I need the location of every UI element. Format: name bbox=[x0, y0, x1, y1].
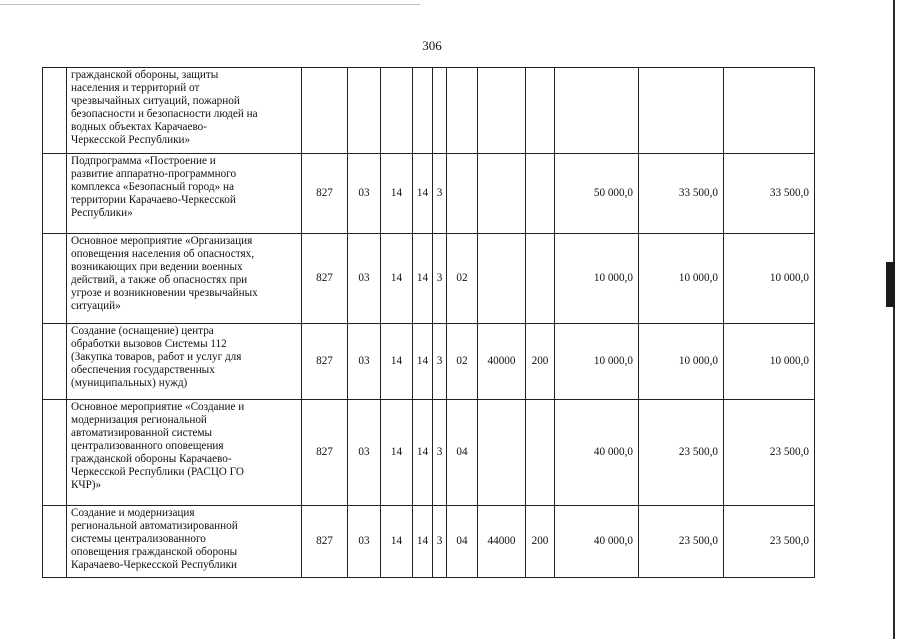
index-cell bbox=[43, 154, 67, 234]
section-cell: 03 bbox=[348, 506, 381, 578]
amount-year-1-cell bbox=[555, 68, 639, 154]
amount-year-3-cell: 23 500,0 bbox=[724, 506, 815, 578]
amount-year-3-cell: 10 000,0 bbox=[724, 324, 815, 400]
subprogram-cell: 3 bbox=[433, 506, 447, 578]
subprogram-cell: 3 bbox=[433, 324, 447, 400]
amount-year-1-cell: 40 000,0 bbox=[555, 506, 639, 578]
program-cell: 14 bbox=[413, 234, 433, 324]
expense-type-cell: 200 bbox=[526, 324, 555, 400]
amount-year-3-cell: 33 500,0 bbox=[724, 154, 815, 234]
subprogram-cell: 3 bbox=[433, 234, 447, 324]
amount-year-2-cell: 10 000,0 bbox=[639, 234, 724, 324]
description-cell: Создание и модернизация региональной автоматизированной системы централизованного оповещения гражданской обороны Карачаево-Черкесской Республики bbox=[67, 506, 302, 578]
program-cell: 14 bbox=[413, 506, 433, 578]
budget-table bbox=[42, 67, 815, 578]
subsection-cell: 14 bbox=[381, 234, 413, 324]
subprogram-cell: 3 bbox=[433, 154, 447, 234]
subsection-cell: 14 bbox=[381, 154, 413, 234]
table-row bbox=[43, 324, 815, 400]
ministry-code-cell: 827 bbox=[302, 506, 348, 578]
table-row bbox=[43, 400, 815, 506]
expense-type-cell bbox=[526, 68, 555, 154]
table-body bbox=[43, 68, 815, 578]
table-row bbox=[43, 154, 815, 234]
program-cell: 14 bbox=[413, 324, 433, 400]
program-cell: 14 bbox=[413, 400, 433, 506]
index-cell bbox=[43, 68, 67, 154]
target-article-cell bbox=[478, 400, 526, 506]
amount-year-2-cell: 10 000,0 bbox=[639, 324, 724, 400]
description-cell: Создание (оснащение) центра обработки вызовов Системы 112 (Закупка товаров, работ и услуг для обеспечения государственных (муниципальных) нужд) bbox=[67, 324, 302, 400]
target-article-cell: 44000 bbox=[478, 506, 526, 578]
table-row bbox=[43, 68, 815, 154]
target-article-cell bbox=[478, 154, 526, 234]
expense-type-cell bbox=[526, 234, 555, 324]
target-article-cell: 40000 bbox=[478, 324, 526, 400]
ministry-code-cell: 827 bbox=[302, 324, 348, 400]
description-cell: Подпрограмма «Построение и развитие аппаратно-программного комплекса «Безопасный город» на территории Карачаево-Черкесской Республики» bbox=[67, 154, 302, 234]
target-article-cell bbox=[478, 68, 526, 154]
description-cell: Основное мероприятие «Организация оповещения населения об опасностях, возникающих при ведении военных действий, а также об опасностях при угрозе и возникновении чрезвычайных ситуаций» bbox=[67, 234, 302, 324]
target-article-cell bbox=[478, 234, 526, 324]
amount-year-1-cell: 10 000,0 bbox=[555, 234, 639, 324]
expense-type-cell: 200 bbox=[526, 506, 555, 578]
amount-year-2-cell: 23 500,0 bbox=[639, 400, 724, 506]
scan-right-edge bbox=[893, 0, 895, 639]
activity-cell bbox=[447, 154, 478, 234]
ministry-code-cell bbox=[302, 68, 348, 154]
scan-top-rule bbox=[0, 4, 420, 5]
amount-year-2-cell: 33 500,0 bbox=[639, 154, 724, 234]
amount-year-1-cell: 10 000,0 bbox=[555, 324, 639, 400]
amount-year-2-cell bbox=[639, 68, 724, 154]
subsection-cell: 14 bbox=[381, 324, 413, 400]
index-cell bbox=[43, 234, 67, 324]
section-cell bbox=[348, 68, 381, 154]
amount-year-2-cell: 23 500,0 bbox=[639, 506, 724, 578]
scan-binding-mark bbox=[886, 262, 895, 307]
section-cell: 03 bbox=[348, 324, 381, 400]
index-cell bbox=[43, 400, 67, 506]
subprogram-cell: 3 bbox=[433, 400, 447, 506]
table-row bbox=[43, 234, 815, 324]
activity-cell: 04 bbox=[447, 400, 478, 506]
activity-cell bbox=[447, 68, 478, 154]
section-cell: 03 bbox=[348, 400, 381, 506]
amount-year-3-cell: 10 000,0 bbox=[724, 234, 815, 324]
program-cell: 14 bbox=[413, 154, 433, 234]
section-cell: 03 bbox=[348, 234, 381, 324]
description-cell: гражданской обороны, защиты населения и территорий от чрезвычайных ситуаций, пожарной безопасности и безопасности людей на водных объектах Карачаево- Черкесской Республики» bbox=[67, 68, 302, 154]
amount-year-1-cell: 40 000,0 bbox=[555, 400, 639, 506]
activity-cell: 04 bbox=[447, 506, 478, 578]
ministry-code-cell: 827 bbox=[302, 154, 348, 234]
ministry-code-cell: 827 bbox=[302, 400, 348, 506]
index-cell bbox=[43, 324, 67, 400]
index-cell bbox=[43, 506, 67, 578]
subsection-cell: 14 bbox=[381, 400, 413, 506]
amount-year-3-cell bbox=[724, 68, 815, 154]
amount-year-1-cell: 50 000,0 bbox=[555, 154, 639, 234]
activity-cell: 02 bbox=[447, 324, 478, 400]
description-cell: Основное мероприятие «Создание и модернизация региональной автоматизированной системы централизованного оповещения гражданской обороны Карачаево- Черкесской Республики (РАСЦО ГО КЧР)» bbox=[67, 400, 302, 506]
table-row bbox=[43, 506, 815, 578]
expense-type-cell bbox=[526, 154, 555, 234]
page-number: 306 bbox=[422, 38, 442, 53]
subprogram-cell bbox=[433, 68, 447, 154]
activity-cell: 02 bbox=[447, 234, 478, 324]
subsection-cell bbox=[381, 68, 413, 154]
amount-year-3-cell: 23 500,0 bbox=[724, 400, 815, 506]
expense-type-cell bbox=[526, 400, 555, 506]
program-cell bbox=[413, 68, 433, 154]
subsection-cell: 14 bbox=[381, 506, 413, 578]
ministry-code-cell: 827 bbox=[302, 234, 348, 324]
section-cell: 03 bbox=[348, 154, 381, 234]
